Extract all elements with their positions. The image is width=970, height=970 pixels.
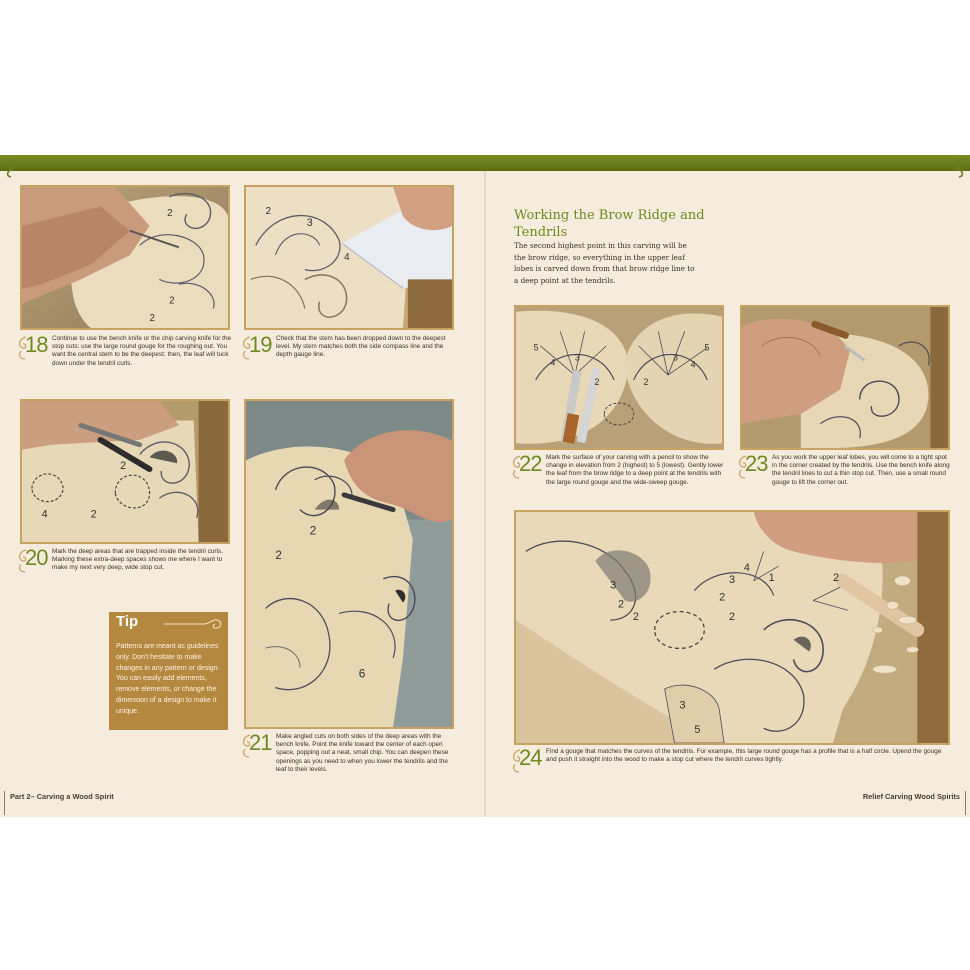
flourish-ornament-left [2, 157, 22, 179]
photo-mark: 6 [358, 666, 366, 681]
footer-right: Relief Carving Wood Spirits [862, 792, 960, 801]
step-number: 24 [519, 745, 542, 770]
section-intro: The second highest point in this carving will be the brow ridge, so everything in the upper leaf lobes is carved down from that brow ridge line to a deep point at the tendrils. [514, 241, 695, 285]
step-21 [240, 730, 454, 779]
photo-mark: 2 [90, 508, 97, 521]
photo-mark: 2 [309, 523, 317, 538]
photo-step-24 [514, 510, 950, 745]
photo-mark: 2 [169, 295, 175, 307]
photo-mark: 2 [120, 460, 127, 473]
photo-mark: 3 [672, 352, 678, 363]
photo-mark: 4 [743, 562, 750, 574]
header-green-band [0, 155, 970, 171]
photo-mark: 2 [833, 571, 840, 584]
flourish-ornament-icon [164, 618, 224, 630]
step-caption: Check that the stem has been dropped down to the deepest level. My stem matches both the side compass line and the depth gauge line. [276, 335, 446, 359]
photo-step-23 [740, 305, 950, 450]
photo-mark: 5 [704, 342, 710, 353]
step-caption: Continue to use the bench knife or the chip carving knife for the stop cuts; use the large round gouge for the roughing out. You want the central stem to be the deepest; then, the leaf will tuck down under the tendril curls. [52, 335, 232, 367]
footer-rule-left [4, 791, 5, 815]
photo-mark: 2 [167, 208, 173, 220]
step-caption: Find a gouge that matches the curves of the tendrils. For example, this large round gouge has a profile that is a half circle. Upend the gouge and push it straight into the wood to make a stop cut where the tendril curves tightly. [546, 748, 942, 764]
step-19 [240, 332, 454, 365]
photo-mark: 4 [690, 359, 696, 370]
tip-box [109, 612, 228, 730]
step-18 [16, 332, 232, 371]
step-caption: Mark the deep areas that are trapped inside the tendril curls. Marking these extra-deep spaces shows me where I want to make my next very deep, wide stop cut. [52, 548, 223, 572]
photo-mark: 2 [643, 376, 649, 387]
step-number: 19 [249, 332, 272, 357]
photo-step-18 [20, 185, 230, 330]
tip-body: Patterns are meant as guidelines only. Don't hesitate to make changes in any pattern or design. You can easily add elements, remove elements, or change the dimension of a design to make it unique. [116, 643, 220, 715]
tip-header [109, 612, 228, 632]
photo-mark: 3 [729, 573, 736, 586]
step-23 [736, 451, 950, 494]
step-number: 20 [25, 545, 48, 570]
photo-mark: 4 [41, 508, 48, 521]
page-spine [484, 171, 486, 817]
step-22 [510, 451, 724, 494]
photo-step-21 [244, 399, 454, 729]
photo-mark: 4 [344, 251, 350, 263]
photo-mark: 3 [610, 579, 617, 592]
photo-mark: 3 [679, 699, 686, 712]
photo-mark: 5 [694, 724, 701, 737]
step-caption: As you work the upper leaf lobes, you will come to a tight spot in the corner created by the tendrils. Use the bench knife along the tendril lines to cut a thin stop cut. Then, use a small round gouge to lift the corner out. [772, 454, 950, 486]
photo-mark: 2 [594, 376, 600, 387]
photo-step-19 [244, 185, 454, 330]
photo-mark: 3 [306, 216, 313, 229]
photo-mark: 2 [729, 611, 736, 624]
step-number: 22 [519, 451, 542, 476]
photo-mark: 5 [533, 342, 539, 353]
photo-mark: 4 [550, 357, 556, 368]
section-heading: Working the Brow Ridge and Tendrils [514, 208, 705, 240]
step-caption: Mark the surface of your carving with a pencil to show the change in elevation from 2 (highest) to 5 (lowest). Gently lower the leaf from the brow ridge to a deep point at the tendrils with the large round gouge and the wide-sweep gouge. [546, 454, 724, 486]
photo-mark: 2 [618, 598, 625, 611]
photo-mark: 1 [768, 571, 775, 584]
step-20 [16, 545, 230, 578]
step-caption: Make angled cuts on both sides of the deep areas with the bench knife. Point the knife toward the center of each open space, popping out a neat, small chip. You can deepen these openings as you need to when you lower the tendrils and the leaf to their levels. [276, 733, 449, 773]
flourish-ornament-right [948, 157, 968, 179]
footer-left: Part 2– Carving a Wood Spirit [10, 792, 114, 801]
photo-mark: 2 [632, 611, 639, 624]
photo-step-20 [20, 399, 230, 544]
tip-title: Tip [116, 613, 139, 630]
footer-rule-right [965, 791, 966, 815]
step-number: 23 [745, 451, 768, 476]
step-24 [510, 745, 950, 774]
step-number: 18 [25, 332, 48, 357]
photo-step-22 [514, 305, 724, 450]
photo-mark: 2 [275, 548, 282, 563]
photo-mark: 2 [719, 591, 726, 604]
step-number: 21 [249, 730, 272, 755]
photo-mark: 2 [149, 313, 155, 325]
photo-mark: 2 [265, 206, 272, 218]
photo-mark: 3 [574, 352, 580, 363]
